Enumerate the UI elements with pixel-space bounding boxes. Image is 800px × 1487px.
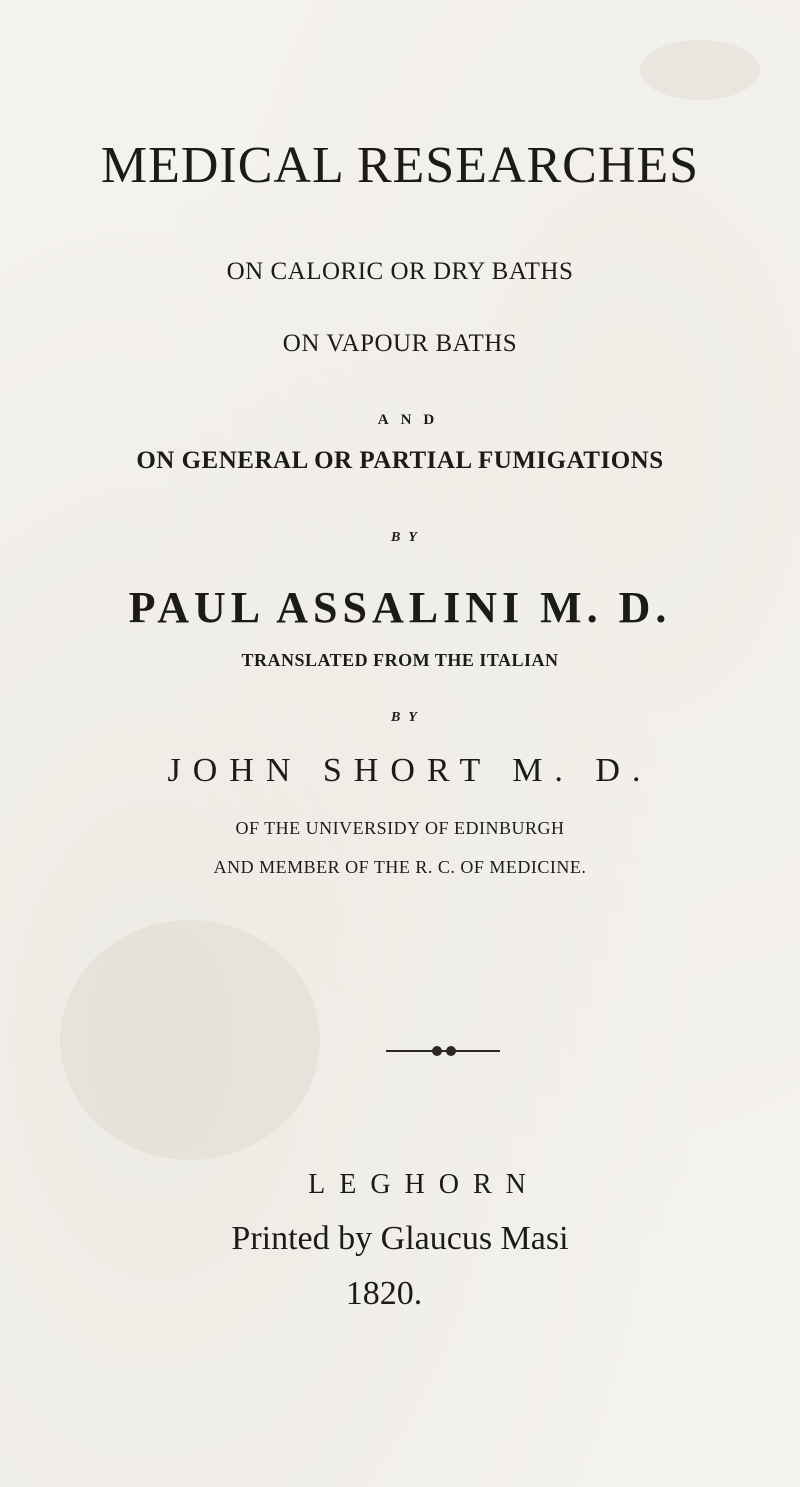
by-label: BY [391,530,425,545]
ornamental-rule [386,1050,500,1052]
imprint-printer: Printed by Glaucus Masi [231,1220,569,1257]
rule-ornament-dot [432,1046,442,1056]
subtitle-vapour-baths: ON VAPOUR BATHS [282,330,518,357]
imprint-place: LEGHORN [308,1169,540,1200]
imprint-year: 1820. [345,1275,423,1312]
foxing-stain [640,40,760,100]
translator-name: JOHN SHORT M. D. [167,752,653,789]
translation-note: TRANSLATED FROM THE ITALIAN [241,650,559,670]
by-label: BY [391,710,425,725]
conjunction-and: AND [377,412,447,428]
affiliation-college: AND MEMBER OF THE R. C. OF MEDICINE. [213,857,587,877]
subtitle-caloric-baths: ON CALORIC OR DRY BATHS [226,258,574,285]
foxing-stain [60,920,320,1160]
author-name: PAUL ASSALINI M. D. [128,583,672,632]
affiliation-university: OF THE UNIVERSIDY OF EDINBURGH [235,818,565,838]
rule-ornament-dot [446,1046,456,1056]
main-title: MEDICAL RESEARCHES [100,137,700,194]
subtitle-fumigations: ON GENERAL OR PARTIAL FUMIGATIONS [136,447,664,474]
